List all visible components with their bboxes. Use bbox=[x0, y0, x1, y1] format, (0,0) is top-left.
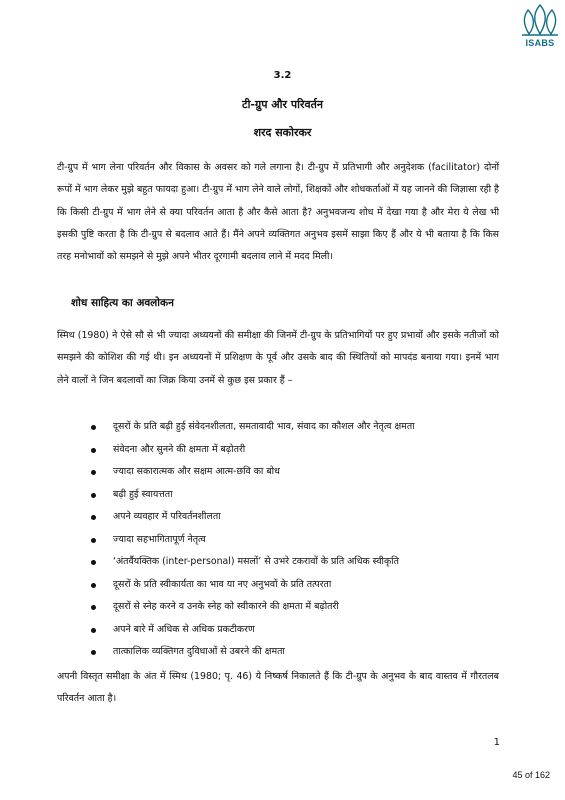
logo-text: ISABS bbox=[525, 38, 555, 48]
section-heading: शोध साहित्य का अवलोकन bbox=[71, 297, 174, 309]
bullet-icon bbox=[91, 493, 96, 498]
list-item-text: दूसरों के प्रति स्वीकार्यता का भाव या नए अनुभवों के प्रति तत्परता bbox=[113, 578, 332, 590]
list-item-text: ज्यादा सहभागितापूर्ण नेतृत्व bbox=[113, 533, 206, 545]
page-number: 1 bbox=[493, 737, 500, 748]
bullet-icon bbox=[91, 628, 96, 633]
article-title: टी-ग्रुप और परिवर्तन bbox=[242, 98, 323, 111]
section-number: 3.2 bbox=[273, 70, 292, 81]
bullet-icon bbox=[91, 448, 96, 453]
author-name: शरद सकोरकर bbox=[253, 126, 312, 139]
bullet-icon bbox=[91, 515, 96, 520]
list-item bbox=[0, 506, 565, 529]
list-item bbox=[0, 574, 565, 597]
list-item bbox=[0, 596, 565, 619]
bullet-icon bbox=[91, 650, 96, 655]
list-item-text: अपने बारे में अधिक से अधिक प्रकटीकरण bbox=[113, 623, 255, 635]
intro-paragraph: टी-ग्रुप में भाग लेना परिवर्तन और विकास के अवसर को गले लगाना है। टी-ग्रुप में प्रतिभागी और अनुदेशक (facilitator) दोनों रूपों में भाग लेकर मुझे बहुत फायदा हुआ। टी-ग्रुप में भाग लेने वाले लोगों, शिक्षकों और शोधकर्ताओं में यह जानने की जिज्ञासा रही है कि किसी टी-ग्रुप में भाग लेने से क्या परिवर्तन आता है और कैसे आता है? अनुभवजन्य शोध में देखा गया है और मेरा ये लेख भी इसकी पुष्टि करता है कि टी-ग्रुप से बदलाव आते हैं। मैंने अपने व्यक्तिगत अनुभव इसमें साझा किए हैं और ये भी बताया है कि किस तरह मनोभावों को समझने से मुझे अपने भीतर दूरगामी बदलाव लाने में मदद मिली। bbox=[57, 162, 499, 263]
bullet-icon bbox=[91, 425, 96, 430]
list-item bbox=[0, 619, 565, 642]
list-item-text: अपने व्यवहार में परिवर्तनशीलता bbox=[113, 511, 221, 522]
list-item-text: बढ़ी हुई स्वायत्तता bbox=[113, 488, 173, 500]
list-item bbox=[0, 439, 565, 462]
list-item-text: दूसरों से स्नेह करने व उनके स्नेह को स्वीकारने की क्षमता में बढ़ोतरी bbox=[113, 601, 339, 612]
bullet-icon bbox=[91, 583, 96, 588]
list-item bbox=[0, 461, 565, 484]
page-count-indicator: 45 of 162 bbox=[512, 770, 550, 780]
list-item bbox=[0, 416, 565, 439]
list-item-text: ज्यादा सकारात्मक और सक्षम आत्म-छवि का बोध bbox=[113, 466, 280, 477]
literature-paragraph: स्मिथ (1980) ने ऐसे सौ से भी ज्यादा अध्ययनों की समीक्षा की जिनमें टी-ग्रुप के प्रतिभागियों पर हुए प्रभावों और इसके नतीजों को समझने की कोशिश की गई थी। इन अध्ययनों में प्रशिक्षण के पूर्व और उसके बाद की स्थितियों को मापदंड बनाया गया। इनमें भाग लेने वालों ने जिन बदलावों का जिक्र किया उनमें से कुछ इस प्रकार हैं – bbox=[57, 330, 499, 386]
list-item bbox=[0, 551, 565, 574]
list-item-text: ‘अंतर्वैयक्तिक (inter-personal) मसलों’ से उभरे टकरावों के प्रति अधिक स्वीकृति bbox=[113, 556, 399, 567]
conclusion-paragraph: अपनी विस्तृत समीक्षा के अंत में स्मिथ (1980; पृ. 46) ये निष्कर्ष निकालते हैं कि टी-ग्रुप के अनुभव के बाद वास्तव में गौरतलब परिवर्तन आता है। bbox=[57, 671, 499, 705]
list-item bbox=[0, 529, 565, 552]
bullet-icon bbox=[91, 560, 96, 565]
list-item bbox=[0, 484, 565, 507]
list-item-text: संवेदना और सुनने की क्षमता में बढ़ोतरी bbox=[113, 443, 246, 455]
leaf-emblem-icon bbox=[516, 2, 564, 38]
bullet-icon bbox=[91, 470, 96, 475]
findings-list bbox=[0, 416, 565, 664]
list-item bbox=[0, 641, 565, 664]
list-item-text: तात्कालिक व्यक्तिगत दुविधाओं से उबरने की क्षमता bbox=[113, 646, 285, 657]
bullet-icon bbox=[91, 538, 96, 543]
bullet-icon bbox=[91, 605, 96, 610]
list-item-text: दूसरों के प्रति बढ़ी हुई संवेदनशीलता, समतावादी भाव, संवाद का कौशल और नेतृत्व क्षमता bbox=[113, 421, 415, 432]
isabs-logo bbox=[516, 2, 564, 52]
